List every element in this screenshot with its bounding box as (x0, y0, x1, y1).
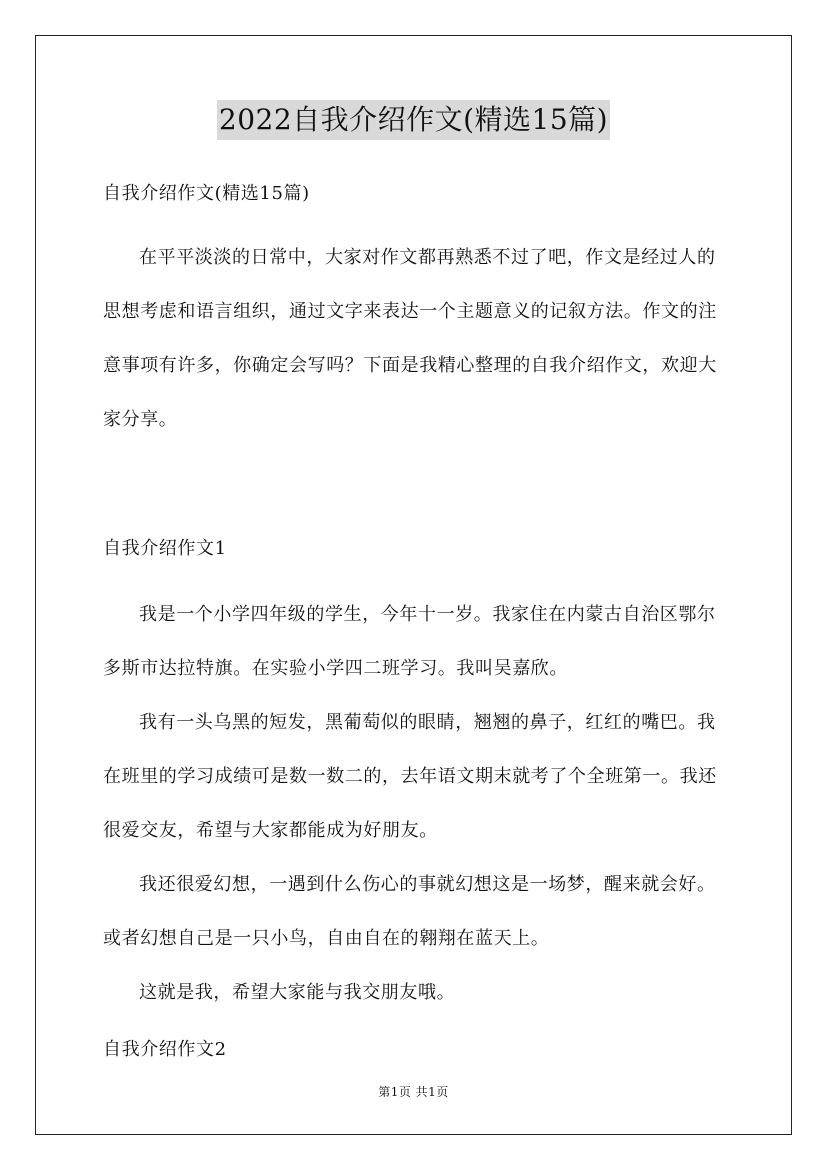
document-title: 2022自我介绍作文(精选15篇) (217, 100, 610, 140)
intro-paragraph: 在平平淡淡的日常中，大家对作文都再熟悉不过了吧，作文是经过人的思想考虑和语言组织，通过文字来表达一个主题意义的记叙方法。作文的注意事项有许多，你确定会写吗？下面是我精心整理的自我介绍作文，欢迎大家分享。 (103, 247, 717, 430)
section-heading-2: 自我介绍作文2 (103, 1039, 227, 1060)
section1-paragraph: 这就是我，希望大家能与我交朋友哦。 (139, 982, 456, 1003)
section1-paragraph: 我是一个小学四年级的学生，今年十一岁。我家住在内蒙古自治区鄂尔多斯市达拉特旗。在实验小学四二班学习。我叫吴嘉欣。 (103, 604, 716, 679)
section1-paragraph: 我有一头乌黑的短发，黑葡萄似的眼睛，翘翘的鼻子，红红的嘴巴。我在班里的学习成绩可是数一数二的，去年语文期末就考了个全班第一。我还很爱交友，希望与大家都能成为好朋友。 (103, 712, 717, 841)
subtitle: 自我介绍作文(精选15篇) (103, 183, 310, 204)
document-body (103, 178, 728, 1065)
section-heading-1: 自我介绍作文1 (103, 538, 227, 559)
page-footer: 第1页 共1页 (378, 1085, 449, 1099)
section1-paragraph: 我还很爱幻想，一遇到什么伤心的事就幻想这是一场梦，醒来就会好。或者幻想自己是一只小鸟，自由自在的翱翔在蓝天上。 (103, 874, 716, 949)
title-container (0, 100, 827, 140)
